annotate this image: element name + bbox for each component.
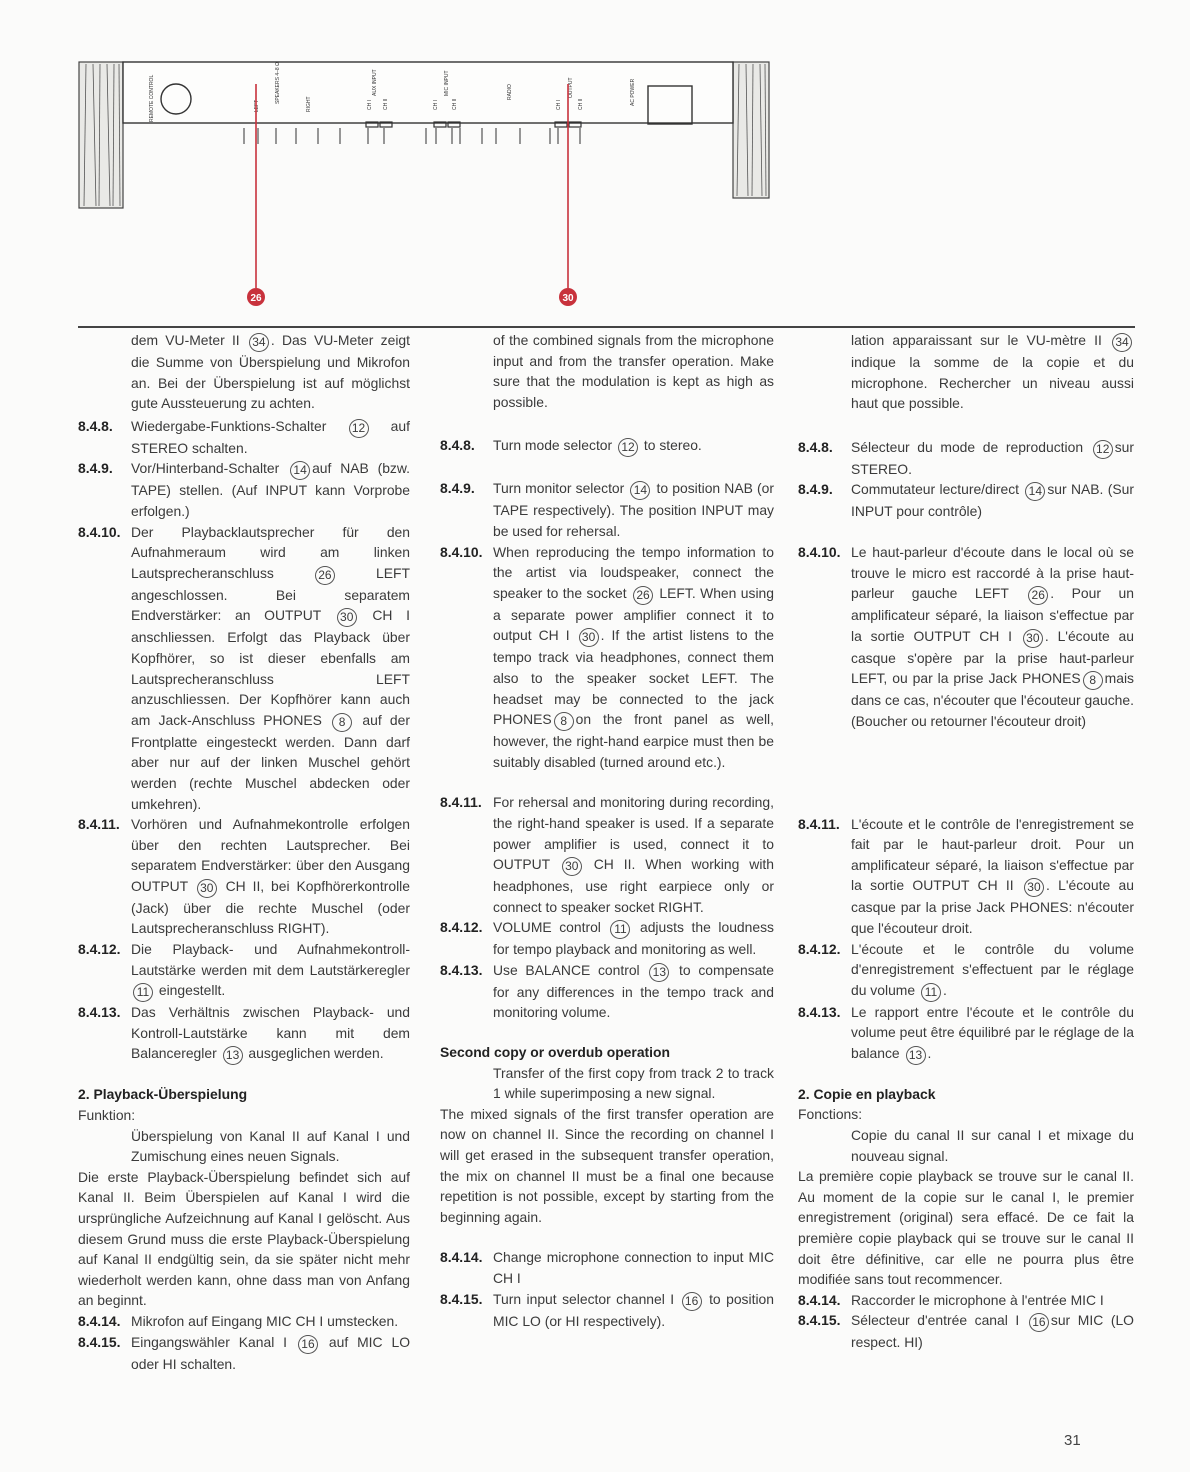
reference-number: 12	[1093, 440, 1113, 459]
callout-label-26: 26	[250, 293, 262, 304]
text-segment: sur STEREO.	[851, 438, 1134, 477]
text-segment: Mikrofon auf Eingang MIC CH I umstecken.	[131, 1312, 399, 1329]
panel-label: OUTPUT	[568, 77, 574, 98]
de-function-text: Überspielung von Kanal II auf Kanal I und Zumischung eines neuen Signals.	[131, 1127, 410, 1165]
text-segment: indique la somme de la copie et du microphone. Rechercher un niveau aussi haut que possible.	[851, 354, 1134, 412]
reference-number: 30	[562, 857, 582, 876]
text-segment: Eingangswähler Kanal I	[131, 1333, 296, 1350]
text-segment: to position MIC LO (or HI respectively).	[493, 1290, 774, 1329]
text-segment: L'écoute et le contrôle du volume d'enregistrement s'effectuent par le réglage du volume	[851, 940, 1134, 998]
panel-label: SPEAKERS 4–8 Ω	[275, 62, 281, 104]
french-column	[798, 330, 1134, 1353]
panel-label: MIC INPUT	[444, 70, 450, 96]
front-panel-face	[123, 62, 733, 123]
reference-number: 13	[223, 1046, 243, 1065]
reference-number: 26	[315, 566, 335, 585]
text-segment: Use BALANCE control	[493, 961, 648, 978]
text-segment: For rehersal and monitoring during recording, the right-hand speaker is used. If a separate power amplifier is used, connect it to OUTPUT	[493, 794, 774, 873]
de-item-849: 8.4.9. Vor/Hinterband-Schalter 14 auf NAB (bzw. TAPE) stellen. (Auf INPUT kann Vorprobe erfolgen.)	[78, 460, 411, 519]
fr-item-8412: 8.4.12. L'écoute et le contrôle du volume d'enregistrement s'effectuent par le réglage du volume 11 .	[798, 939, 1134, 1002]
reference-number: 8	[1083, 671, 1103, 690]
en-item-8415: 8.4.15. Turn input selector channel I 16 to position MIC LO (or HI respectively).	[440, 1290, 774, 1329]
en-item-8413: 8.4.13. Use BALANCE control 13 to compensate for any differences in the tempo track and monitoring volume.	[440, 961, 774, 1021]
panel-label: CH I	[367, 100, 373, 110]
panel-label: CH I	[433, 100, 439, 110]
panel-label: AUX INPUT	[372, 69, 378, 96]
en-intro	[440, 330, 774, 412]
reference-number: 16	[298, 1335, 318, 1354]
reference-number: 30	[579, 628, 599, 647]
panel-label: RADIO	[507, 84, 513, 100]
reference-number: 16	[682, 1292, 702, 1311]
de-item-8412: 8.4.12. Die Playback- und Aufnahmekontroll-Lautstärke werden mit dem Lautstärkeregler 11 eingestellt.	[78, 939, 410, 1002]
panel-label: CH II	[578, 98, 584, 110]
text-segment: eingestellt.	[155, 982, 226, 999]
en-item-8412: 8.4.12. VOLUME control 11 adjusts the loudness for tempo playback and monitoring as well.	[440, 919, 774, 958]
text-segment: Change microphone connection to input MIC CH I	[493, 1249, 774, 1286]
reference-number: 34	[249, 333, 269, 352]
reference-number: 26	[633, 586, 653, 605]
text-segment: Commutateur lecture/direct	[851, 481, 1024, 498]
text-segment: Der Playbacklautsprecher für den Aufnahmeraum wird am linken Lautsprecheranschluss	[131, 523, 410, 581]
en-heading: Second copy or overdub operation	[440, 1044, 670, 1061]
en-item-8414: 8.4.14. Change microphone connection to input MIC CH I	[440, 1249, 774, 1286]
text-segment: Le haut-parleur d'écoute dans le local où se trouve le micro est raccordé à la prise haut-parleur gauche LEFT	[851, 543, 1134, 602]
text-segment: Turn monitor selector	[493, 480, 629, 497]
reference-number: 14	[630, 481, 650, 500]
panel-label: CH II	[452, 98, 458, 110]
text-segment: Turn input selector channel I	[493, 1290, 680, 1307]
text-segment: sur NAB. (Sur INPUT pour contrôle)	[851, 481, 1134, 520]
text-segment: . If the artist listens to the tempo track via headphones, connect them also to the speaker socket LEFT. The headset may be connected to the jack PHONES	[493, 627, 774, 728]
text-segment: When reproducing the tempo information to the artist via loudspeaker, connect the speaker to the socket	[493, 543, 774, 601]
de-item-8410: 8.4.10. Der Playbacklautsprecher für den Aufnahmeraum wird am linken Lautsprecheranschluss 26 LEFT angeschlossen. Bei separatem Endverstärker: an OUTPUT 30 CH I anschliessen. Erfolgt das Playback über Kopfhörer, so ist dieser ebenfalls am Lautsprecheranschluss LEFT anzuschliessen. Der Kopfhörer kann auch am Jack-Anschluss PHONES 8 auf der Frontplatte eingesteckt werden. Dann darf aber nur auf der linken Muschel gehört werden (rechte Muschel abdecken oder umkehren).	[78, 523, 411, 812]
text-segment: Die Playback- und Aufnahmekontroll-Lautstärke werden mit dem Lautstärkeregler	[131, 941, 410, 978]
german-column	[78, 330, 410, 1374]
text-segment: to stereo.	[640, 437, 702, 454]
text-segment: mais dans ce cas, n'écouter que l'écouteur gauche. (Boucher ou retourner l'écouteur droit)	[851, 670, 1134, 729]
text-segment: .	[927, 1044, 932, 1061]
text-segment: LEFT angeschlossen. Bei separatem Endverstärker: an OUTPUT	[131, 564, 410, 624]
en-item-8410: 8.4.10. When reproducing the tempo information to the artist via loudspeaker, connect the speaker to the socket 26 LEFT. When using a separate power amplifier connect it to output CH I 30 . If the artist listens to the tempo track via headphones, connect them also to the speaker socket LEFT. The headset may be connected to the jack PHONES 8 on the front panel as well, however, the right-hand earpice must then be suitably disabled (turned around etc.).	[440, 543, 774, 770]
text-segment: auf STEREO schalten.	[131, 417, 410, 456]
reference-number: 30	[1023, 629, 1043, 648]
fr-item-8415: 8.4.15. Sélecteur d'entrée canal I 16 sur MIC (LO respect. HI)	[798, 1312, 1134, 1351]
text-segment: Das Verhältnis zwischen Playback- und Kontroll-Lautstärke kann mit dem Balanceregler	[131, 1004, 410, 1062]
fr-function-label: Fonctions:	[798, 1106, 863, 1123]
reference-number: 8	[554, 712, 574, 731]
panel-label: LEFT	[254, 99, 260, 112]
fr-item-8410: 8.4.10. Le haut-parleur d'écoute dans le local où se trouve le micro est raccordé à la prise haut-parleur gauche LEFT 26 . Pour un amplificateur séparé, la liaison s'effectue par la sortie OUTPUT CH I 30 . L'écoute au casque s'opère par la prise haut-parleur LEFT, ou par la prise Jack PHONES 8 mais dans ce cas, n'écouter que l'écouteur gauche. (Boucher ou retourner l'écouteur droit)	[798, 543, 1134, 729]
text-segment: to compensate for any differences in the tempo track and monitoring volume.	[493, 961, 774, 1021]
reference-number: 11	[133, 983, 153, 1002]
fr-item-8414: 8.4.14. Raccorder le microphone à l'entrée MIC I	[798, 1291, 1104, 1308]
english-column	[440, 330, 774, 1331]
panel-label: REMOTE CONTROL	[149, 74, 155, 122]
panel-label: CH I	[556, 100, 562, 110]
reference-number: 12	[349, 419, 369, 438]
text-segment: Raccorder le microphone à l'entrée MIC I	[851, 1291, 1104, 1308]
callout-label-30: 30	[562, 293, 574, 304]
text-segment: Turn mode selector	[493, 437, 617, 454]
reference-number: 30	[197, 879, 217, 898]
text-segment: . L'écoute au casque par la prise Jack PHONES: n'écouter que l'écouteur droit.	[851, 877, 1134, 936]
text-segment: auf NAB (bzw. TAPE) stellen. (Auf INPUT kann Vorprobe erfolgen.)	[131, 460, 411, 519]
reference-number: 8	[332, 713, 352, 732]
fr-intro	[798, 330, 1134, 414]
text-segment: CH I anschliessen. Erfolgt das Playback über Kopfhörer, so ist dieser ebenfalls am Lautsprecheranschluss LEFT anzuschliessen. Der Kopfhörer kann auch am Jack-Anschluss PHONES	[131, 607, 411, 728]
text-segment: ausgeglichen werden.	[244, 1045, 384, 1062]
de-function-label: Funktion:	[78, 1107, 136, 1124]
text-segment: of the combined signals from the microphone input and from the transfer operation. Make sure that the modulation is kept as high as possible.	[493, 332, 774, 410]
text-segment: to position NAB (or TAPE respectively). The position INPUT may be used for rehersal.	[493, 480, 774, 539]
text-segment: sur MIC (LO respect. HI)	[851, 1312, 1134, 1351]
reference-number: 13	[906, 1046, 926, 1065]
text-segment: VOLUME control	[493, 919, 609, 936]
en-paragraph: The mixed signals of the first transfer operation are now on channel II. Since the recording on channel I will get erased in the subsequent transfer operation, the mix on channel II must be a final one because repetition is not possible, except by starting from the beginning again.	[440, 1105, 774, 1225]
text-segment: Vorhören und Aufnahmekontrolle erfolgen über den rechten Lautsprecher. Bei separatem Endverstärker: über den Ausgang OUTPUT	[131, 816, 410, 894]
text-segment: CH II, bei Kopfhörerkontrolle (Jack) über die rechte Muschel (oder Lautsprecheranschluss RIGHT).	[131, 877, 410, 937]
de-paragraph: Die erste Playback-Überspielung befindet sich auf Kanal II. Beim Überspielen auf Kanal I wird die ursprüngliche Aufzeichnung auf Kanal I gelöscht. Aus diesem Grund muss die erste Playback-Überspielung auf Kanal II endgültig sein, da sie später nicht mehr wiederholt werden kann, ohne dass man von Anfang an beginnt.	[78, 1168, 410, 1309]
text-segment: LEFT. When using a separate power amplifier connect it to output CH I	[493, 584, 774, 644]
en-item-848: 8.4.8. Turn mode selector 12 to stereo.	[440, 435, 774, 457]
reference-number: 14	[290, 461, 310, 480]
text-segment: auf der Frontplatte eingesteckt werden. Dann darf aber nur auf der linken Muschel gehört werden (rechte Muschel abdecken oder umkehren).	[131, 711, 410, 812]
panel-label: CH II	[383, 98, 389, 110]
text-segment: Sélecteur du mode de reproduction	[851, 438, 1091, 455]
text-segment: Vor/Hinterband-Schalter	[131, 460, 289, 477]
text-segment: . Das VU-Meter zeigt die Summe von Überspielung und Mikrofon an. Bei der Überspielung ist auf möglichst gute Aussteuerung zu achten.	[131, 332, 410, 412]
text-segment: adjusts the loudness for tempo playback and monitoring as well.	[493, 919, 774, 958]
reference-number: 13	[649, 963, 669, 982]
text-segment: lation apparaissant sur le VU-mètre II	[851, 332, 1110, 348]
fr-item-8413: 8.4.13. Le rapport entre l'écoute et le contrôle du volume peut être équilibré par le réglage de la balance 13 .	[798, 1002, 1134, 1065]
de-item-8415: 8.4.15. Eingangswähler Kanal I 16 auf MIC LO oder HI schalten.	[78, 1333, 410, 1372]
panel-label: RIGHT	[306, 96, 312, 112]
de-intro	[78, 330, 410, 414]
text-segment: . L'écoute au casque s'opère par la prise haut-parleur LEFT, ou par la prise Jack PHONES	[851, 627, 1134, 687]
reference-number: 11	[610, 920, 630, 939]
en-function-text: Transfer of the first copy from track 2 to track 1 while superimposing a new signal.	[493, 1064, 774, 1102]
de-item-8411: 8.4.11. Vorhören und Aufnahmekontrolle erfolgen über den rechten Lautsprecher. Bei separatem Endverstärker: über den Ausgang OUTPUT 30 CH II, bei Kopfhörerkontrolle (Jack) über die rechte Muschel (oder Lautsprecheranschluss RIGHT).	[78, 816, 410, 937]
en-item-8411: 8.4.11. For rehersal and monitoring during recording, the right-hand speaker is used. If a separate power amplifier is used, connect it to OUTPUT 30 CH II. When working with headphones, use right earpiece only or connect to speaker socket RIGHT.	[440, 794, 774, 915]
reference-number: 30	[337, 608, 357, 627]
panel-label: AC POWER	[630, 78, 636, 106]
reference-number: 34	[1112, 333, 1132, 352]
text-segment: . Pour un amplificateur séparé, la liaison s'effectue par la sortie OUTPUT CH I	[851, 585, 1134, 644]
de-heading: 2. Playback-Überspielung	[78, 1086, 248, 1103]
text-segment: Wiedergabe-Funktions-Schalter	[131, 417, 347, 434]
reference-number: 14	[1025, 482, 1045, 501]
fr-paragraph: La première copie playback se trouve sur le canal II. Au moment de la copie sur le canal I, le premier enregistrement (original) sera effacé. De ce fait la première copie playback qui se trouve sur le canal II doit être définitive, car elle ne pourra plus être modifiée sans tout recommencer.	[798, 1168, 1134, 1288]
text-segment: Sélecteur d'entrée canal I	[851, 1312, 1027, 1329]
reference-number: 16	[1029, 1313, 1049, 1332]
text-segment: L'écoute et le contrôle de l'enregistrement se fait par le haut-parleur droit. Pour un amplificateur séparé, la liaison s'effectue par la sortie OUTPUT CH II	[851, 815, 1134, 894]
page-number: 31	[1064, 1432, 1081, 1449]
de-item-8414: 8.4.14. Mikrofon auf Eingang MIC CH I umstecken.	[78, 1312, 399, 1329]
reference-number: 30	[1024, 878, 1044, 897]
reference-number: 11	[921, 983, 941, 1002]
reference-number: 26	[1028, 586, 1048, 605]
fr-heading: 2. Copie en playback	[798, 1085, 936, 1102]
fr-item-849: 8.4.9. Commutateur lecture/direct 14 sur NAB. (Sur INPUT pour contrôle)	[798, 481, 1134, 520]
en-item-849: 8.4.9. Turn monitor selector 14 to position NAB (or TAPE respectively). The position INPUT may be used for rehersal.	[440, 480, 774, 539]
text-segment: on the front panel as well, however, the right-hand earpice must then be suitably disabled (turned around etc.).	[493, 711, 774, 770]
text-segment: Le rapport entre l'écoute et le contrôle du volume peut être équilibré par le réglage de la balance	[851, 1003, 1134, 1061]
device-front-panel-diagram	[0, 0, 1190, 330]
section-divider	[78, 326, 1135, 328]
text-segment: dem VU-Meter II	[131, 332, 247, 348]
text-segment: auf MIC LO oder HI schalten.	[131, 1333, 410, 1372]
de-item-848: 8.4.8. Wiedergabe-Funktions-Schalter 12 auf STEREO schalten.	[78, 417, 410, 456]
fr-item-8411: 8.4.11. L'écoute et le contrôle de l'enregistrement se fait par le haut-parleur droit. Pour un amplificateur séparé, la liaison s'effectue par la sortie OUTPUT CH II 30 . L'écoute au casque par la prise Jack PHONES: n'écouter que l'écouteur droit.	[798, 815, 1134, 936]
fr-item-848: 8.4.8. Sélecteur du mode de reproduction 12 sur STEREO.	[798, 438, 1134, 477]
text-segment: CH II. When working with headphones, use right earpiece only or connect to speaker socket RIGHT.	[493, 856, 774, 915]
fr-function-text: Copie du canal II sur canal I et mixage du nouveau signal.	[851, 1127, 1134, 1164]
text-segment: .	[942, 981, 947, 998]
de-item-8413: 8.4.13. Das Verhältnis zwischen Playback- und Kontroll-Lautstärke kann mit dem Balanceregler 13 ausgeglichen werden.	[78, 1002, 410, 1065]
reference-number: 12	[618, 438, 638, 457]
